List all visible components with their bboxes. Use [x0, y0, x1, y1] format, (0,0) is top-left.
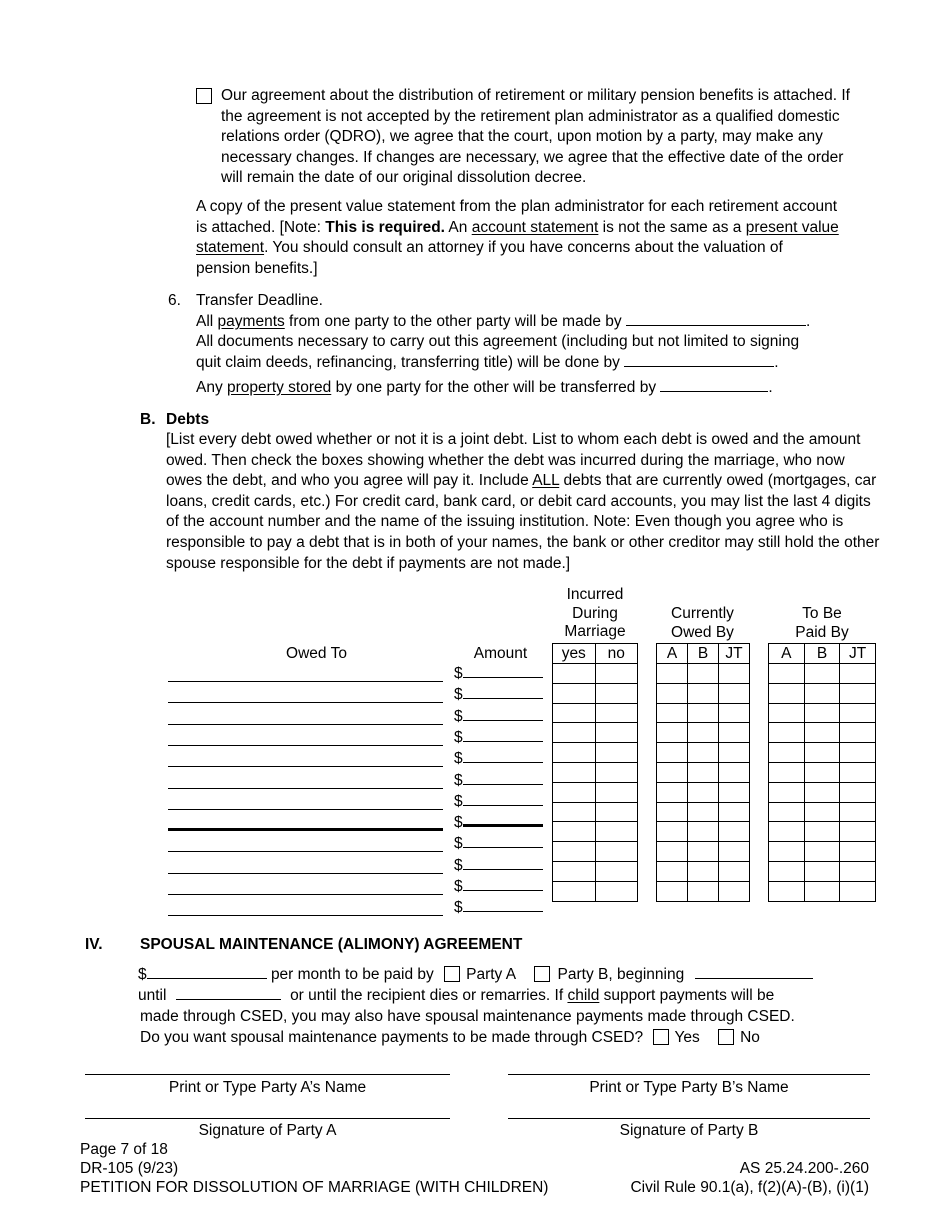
payments-term: payments: [217, 313, 285, 330]
grid-cell[interactable]: [688, 762, 719, 782]
party-a-label: Party A: [466, 966, 516, 983]
grid-cell[interactable]: [840, 881, 876, 901]
debts-instructions: [166, 430, 884, 574]
grid-cell[interactable]: [657, 881, 688, 901]
amount-field: [454, 834, 543, 855]
csed-no-checkbox[interactable]: [718, 1029, 734, 1045]
amount-field: [454, 898, 543, 919]
page-number: Page 7 of 18: [80, 1141, 168, 1158]
grid-row: [769, 664, 876, 684]
grid-cell[interactable]: [553, 782, 596, 802]
spousal-line-1: [138, 965, 813, 986]
grid-row: [553, 861, 638, 881]
grid-cell[interactable]: [688, 723, 719, 743]
grid-body: [553, 644, 638, 902]
party-a-checkbox[interactable]: [444, 966, 460, 982]
incurred-during-marriage-header: [552, 586, 638, 642]
statement-text: from one party to the other party will be made by: [284, 313, 622, 330]
debt-row: [168, 896, 558, 917]
currently-owed-by-grid: [656, 643, 750, 902]
period: .: [805, 313, 811, 330]
amount-input-line[interactable]: [463, 750, 543, 763]
grid-cell[interactable]: [769, 664, 805, 684]
grid-row: [769, 782, 876, 802]
present-value-statement-term: present value statement: [196, 218, 839, 257]
grid-cell[interactable]: [719, 842, 750, 862]
grid-cell[interactable]: [769, 683, 805, 703]
grid-row: [553, 703, 638, 723]
incurred-during-marriage-grid: [552, 643, 638, 902]
grid-cell[interactable]: [553, 842, 596, 862]
currency-symbol: $: [454, 857, 463, 875]
grid-cell[interactable]: [595, 723, 638, 743]
amount-field: [454, 877, 543, 898]
grid-cell[interactable]: [553, 664, 596, 684]
present-value-text: An: [444, 218, 472, 236]
grid-cell[interactable]: [840, 703, 876, 723]
footer-row: [80, 1159, 869, 1180]
grid-cell[interactable]: [840, 683, 876, 703]
grid-cell[interactable]: [769, 822, 805, 842]
grid-cell[interactable]: [719, 861, 750, 881]
grid-cell[interactable]: [804, 703, 840, 723]
owed-to-input-line[interactable]: [168, 681, 443, 682]
grid-cell[interactable]: [719, 664, 750, 684]
grid-row: [657, 881, 750, 901]
grid-row: [657, 703, 750, 723]
amount-field: [454, 771, 543, 792]
currency-symbol: $: [454, 750, 463, 768]
yes-column-header: yes: [553, 644, 596, 664]
grid-cell[interactable]: [840, 861, 876, 881]
grid-cell[interactable]: [840, 822, 876, 842]
grid-cell[interactable]: [657, 861, 688, 881]
payments-deadline-line: [196, 312, 810, 333]
grid-row: [657, 683, 750, 703]
grid-cell[interactable]: [769, 782, 805, 802]
grid-header-row: [657, 644, 750, 664]
amount-field: [454, 664, 543, 685]
grid-cell[interactable]: [804, 822, 840, 842]
debt-row: [168, 854, 558, 875]
amount-input-line[interactable]: [463, 899, 543, 912]
no-column-header: no: [595, 644, 638, 664]
grid-cell[interactable]: [769, 703, 805, 723]
header-line: During: [572, 604, 618, 622]
amount-input-line[interactable]: [463, 772, 543, 785]
header-line: To Be: [802, 605, 842, 622]
grid-cell[interactable]: [719, 881, 750, 901]
party-b-name-line[interactable]: [508, 1074, 870, 1075]
grid-cell[interactable]: [769, 802, 805, 822]
transfer-deadline-title: Transfer Deadline.: [196, 292, 323, 309]
party-b-signature-label: Signature of Party B: [619, 1122, 759, 1139]
currency-symbol: $: [454, 708, 463, 726]
owed-to-input-line[interactable]: [168, 788, 443, 789]
grid-cell[interactable]: [553, 822, 596, 842]
party-a-name-line[interactable]: [85, 1074, 450, 1075]
debt-row: [168, 662, 558, 683]
documents-deadline-line-1: All documents necessary to carry out this agreement (including but not limited to signing: [196, 333, 800, 350]
grid-cell[interactable]: [769, 881, 805, 901]
grid-cell[interactable]: [840, 802, 876, 822]
grid-cell[interactable]: [769, 861, 805, 881]
amount-input-line[interactable]: [463, 857, 543, 870]
debt-row: [168, 769, 558, 790]
grid-row: [553, 782, 638, 802]
owed-to-input-line[interactable]: [168, 702, 443, 703]
property-stored-blank[interactable]: [660, 379, 768, 392]
grid-cell[interactable]: [553, 861, 596, 881]
grid-cell[interactable]: [553, 802, 596, 822]
joint-column-header: JT: [840, 644, 876, 664]
grid-cell[interactable]: [804, 861, 840, 881]
period: .: [774, 354, 779, 371]
spousal-section-title: SPOUSAL MAINTENANCE (ALIMONY) AGREEMENT: [140, 936, 523, 953]
rule-reference: Civil Rule 90.1(a), f(2)(A)-(B), (i)(1): [630, 1179, 869, 1196]
form-number: DR-105 (9/23): [80, 1160, 179, 1177]
amount-field: [454, 685, 543, 706]
grid-row: [553, 842, 638, 862]
grid-cell[interactable]: [595, 762, 638, 782]
amount-input-line[interactable]: [463, 665, 543, 678]
grid-cell[interactable]: [688, 861, 719, 881]
joint-column-header: JT: [719, 644, 750, 664]
debt-row: [168, 747, 558, 768]
grid-row: [769, 802, 876, 822]
csed-yes-checkbox[interactable]: [653, 1029, 669, 1045]
grid-row: [769, 842, 876, 862]
owed-to-input-line[interactable]: [168, 809, 443, 810]
grid-cell[interactable]: [804, 743, 840, 763]
form-title: PETITION FOR DISSOLUTION OF MARRIAGE (WITH CHILDREN): [80, 1179, 549, 1196]
grid-row: [553, 743, 638, 763]
amount-input-line[interactable]: [463, 729, 543, 742]
grid-header-row: [769, 644, 876, 664]
grid-row: [553, 802, 638, 822]
owed-to-input-line[interactable]: [168, 766, 443, 767]
documents-deadline-line-2: [196, 353, 779, 374]
header-line: Currently: [671, 605, 734, 622]
grid-cell[interactable]: [657, 762, 688, 782]
grid-cell[interactable]: [688, 664, 719, 684]
grid-cell[interactable]: [804, 842, 840, 862]
present-value-text: is not the same as a: [598, 218, 746, 236]
amount-input-line[interactable]: [463, 686, 543, 699]
currency-symbol: $: [454, 814, 463, 832]
header-line: Incurred: [566, 586, 624, 603]
grid-row: [553, 822, 638, 842]
grid-row: [769, 703, 876, 723]
grid-cell[interactable]: [553, 881, 596, 901]
currency-symbol: $: [454, 772, 463, 790]
grid-row: [657, 822, 750, 842]
grid-cell[interactable]: [553, 723, 596, 743]
grid-cell[interactable]: [769, 842, 805, 862]
beginning-date-blank[interactable]: [695, 966, 813, 979]
statement-text: All: [196, 313, 218, 330]
grid-row: [769, 881, 876, 901]
grid-row: [657, 743, 750, 763]
grid-cell[interactable]: [595, 703, 638, 723]
owed-to-input-line[interactable]: [168, 828, 443, 831]
to-be-paid-by-grid: [768, 643, 876, 902]
party-a-name-label: Print or Type Party A’s Name: [168, 1079, 367, 1096]
grid-cell[interactable]: [657, 743, 688, 763]
child-term: child: [567, 987, 600, 1004]
grid-cell[interactable]: [804, 782, 840, 802]
grid-row: [769, 822, 876, 842]
amount-field: [454, 707, 543, 728]
party-b-checkbox[interactable]: [534, 966, 550, 982]
documents-deadline-blank[interactable]: [624, 354, 774, 367]
debts-instructions-text: debts that are currently owed (mortgages, car loans, credit cards, etc.) For credit card, bank card, or debit card accounts, you may list the last 4 digits of the account number and the name of the issuing institution. Note: Even though you agree who is responsible to pay a debt that is in both of your names, the bank or other creditor may still hold the other spouse responsible for the debt if payments are not made.]: [166, 472, 880, 572]
statement-text: or until the recipient dies or remarries. If: [290, 987, 568, 1004]
retirement-agreement-checkbox[interactable]: [196, 88, 212, 104]
grid-cell[interactable]: [595, 842, 638, 862]
amount-input-line[interactable]: [463, 878, 543, 891]
currency-symbol: $: [454, 793, 463, 811]
grid-cell[interactable]: [719, 683, 750, 703]
amount-input-line[interactable]: [463, 814, 543, 827]
grid-row: [769, 762, 876, 782]
amount-field: [454, 728, 543, 749]
grid-cell[interactable]: [553, 703, 596, 723]
amount-field: [454, 792, 543, 813]
retirement-agreement-text: Our agreement about the distribution of retirement or military pension benefits is attached. If the agreement is not accepted by the retirement plan administrator as a qualified domestic relations order (QDRO), we agree that the court, upon motion by a party, may make any necessary changes. If changes are necessary, we agree that the effective date of the order will remain the date of our original dissolution decree.: [221, 87, 850, 187]
grid-header-row: [553, 644, 638, 664]
retirement-agreement-item: [196, 86, 868, 189]
present-value-note: [196, 197, 841, 279]
debt-row: [168, 726, 558, 747]
grid-cell[interactable]: [804, 881, 840, 901]
grid-cell[interactable]: [688, 802, 719, 822]
header-line: Marriage: [564, 623, 626, 641]
header-line: Owed By: [671, 623, 734, 641]
grid-cell[interactable]: [804, 664, 840, 684]
grid-cell[interactable]: [595, 881, 638, 901]
present-value-text: A copy of the present value statement from the plan administrator for each retirement account is attached. [Note:: [196, 198, 838, 236]
debt-row: [168, 683, 558, 704]
grid-cell[interactable]: [719, 782, 750, 802]
party-a-signature-line[interactable]: [85, 1118, 450, 1119]
payments-deadline-blank[interactable]: [626, 313, 806, 326]
grid-cell[interactable]: [657, 822, 688, 842]
party-a-signature-label: Signature of Party A: [198, 1122, 337, 1139]
grid-row: [657, 802, 750, 822]
amount-input-line[interactable]: [463, 708, 543, 721]
section-numeral: IV.: [85, 936, 103, 953]
grid-row: [553, 723, 638, 743]
grid-cell[interactable]: [657, 683, 688, 703]
grid-cell[interactable]: [840, 723, 876, 743]
grid-cell[interactable]: [769, 723, 805, 743]
period: .: [768, 379, 773, 396]
debt-row: [168, 832, 558, 853]
debt-row: [168, 790, 558, 811]
yes-label: Yes: [674, 1029, 700, 1046]
grid-cell[interactable]: [657, 802, 688, 822]
statement-text: support payments will be: [599, 987, 775, 1004]
grid-cell[interactable]: [595, 664, 638, 684]
grid-cell[interactable]: [553, 743, 596, 763]
party-a-column-header: A: [769, 644, 805, 664]
property-stored-line: [196, 378, 773, 399]
grid-cell[interactable]: [553, 762, 596, 782]
grid-cell[interactable]: [769, 762, 805, 782]
grid-cell[interactable]: [719, 723, 750, 743]
grid-cell[interactable]: [840, 664, 876, 684]
grid-cell[interactable]: [595, 861, 638, 881]
csed-question: Do you want spousal maintenance payments to be made through CSED?: [140, 1029, 644, 1046]
owed-to-input-line[interactable]: [168, 724, 443, 725]
amount-column-header: Amount: [473, 645, 528, 662]
grid-row: [769, 743, 876, 763]
grid-cell[interactable]: [719, 703, 750, 723]
statement-text: quit claim deeds, refinancing, transferring title) will be done by: [196, 354, 620, 371]
grid-cell[interactable]: [840, 842, 876, 862]
grid-cell[interactable]: [688, 743, 719, 763]
grid-row: [657, 782, 750, 802]
grid-row: [553, 762, 638, 782]
section-letter: B.: [140, 411, 156, 428]
grid-cell[interactable]: [719, 802, 750, 822]
owed-to-input-line[interactable]: [168, 915, 443, 916]
grid-row: [657, 861, 750, 881]
grid-cell[interactable]: [657, 782, 688, 802]
grid-cell[interactable]: [769, 743, 805, 763]
grid-row: [553, 664, 638, 684]
currency-symbol: $: [454, 665, 463, 683]
currency-symbol: $: [454, 686, 463, 704]
property-stored-term: property stored: [227, 379, 332, 396]
present-value-text: . You should consult an attorney if you have concerns about the valuation of pension benefits.]: [196, 239, 783, 277]
amount-field: [454, 749, 543, 770]
owed-to-input-line[interactable]: [168, 873, 443, 874]
grid-row: [657, 762, 750, 782]
grid-cell[interactable]: [804, 762, 840, 782]
grid-cell[interactable]: [804, 723, 840, 743]
amount-field: [454, 856, 543, 877]
grid-row: [657, 723, 750, 743]
party-b-label: Party B, beginning: [557, 966, 685, 983]
currently-owed-by-header: [650, 605, 755, 642]
currency-symbol: $: [454, 729, 463, 747]
grid-row: [657, 842, 750, 862]
header-line: Paid By: [795, 623, 849, 641]
grid-row: [657, 664, 750, 684]
grid-cell[interactable]: [840, 743, 876, 763]
grid-row: [553, 881, 638, 901]
party-b-signature-line[interactable]: [508, 1118, 870, 1119]
debts-instructions-text: [List every debt owed whether or not it is a joint debt. List to whom each debt is owed and the amount owed. Then check the boxes showing whether the debt was incurred during the marriage, who now owes the debt, and who you agree will pay it. Include: [166, 431, 861, 490]
currency-symbol: $: [454, 899, 463, 917]
amount-field: [454, 813, 543, 834]
grid-cell[interactable]: [595, 822, 638, 842]
currency-symbol: $: [454, 878, 463, 896]
footer-row: [80, 1178, 869, 1199]
grid-cell[interactable]: [688, 782, 719, 802]
spousal-line-2: [138, 986, 774, 1007]
grid-row: [769, 861, 876, 881]
statement-text: Any: [196, 379, 228, 396]
to-be-paid-by-header: [768, 605, 876, 642]
grid-cell[interactable]: [688, 822, 719, 842]
grid-cell[interactable]: [657, 664, 688, 684]
debt-row: [168, 875, 558, 896]
party-a-column-header: A: [657, 644, 688, 664]
grid-cell[interactable]: [657, 723, 688, 743]
until-date-blank[interactable]: [176, 987, 281, 1000]
no-label: No: [740, 1029, 760, 1046]
party-b-column-header: B: [688, 644, 719, 664]
amount-input-line[interactable]: [463, 793, 543, 806]
grid-cell[interactable]: [719, 762, 750, 782]
statement-text: until: [138, 987, 167, 1004]
statement-text: by one party for the other will be transferred by: [331, 379, 657, 396]
party-b-name-label: Print or Type Party B’s Name: [589, 1079, 789, 1096]
statement-text: per month to be paid by: [270, 966, 434, 983]
grid-cell[interactable]: [595, 743, 638, 763]
grid-row: [769, 723, 876, 743]
grid-cell[interactable]: [688, 683, 719, 703]
grid-body: [769, 644, 876, 902]
account-statement-term: account statement: [471, 218, 599, 236]
grid-cell[interactable]: [595, 782, 638, 802]
spousal-line-3: made through CSED, you may also have spousal maintenance payments made through CSED.: [140, 1008, 795, 1025]
grid-body: [657, 644, 750, 902]
debt-row: [168, 811, 558, 832]
party-b-column-header: B: [804, 644, 840, 664]
statute-reference: AS 25.24.200-.260: [739, 1160, 869, 1177]
grid-cell[interactable]: [719, 822, 750, 842]
currency-symbol: $: [138, 966, 147, 983]
grid-cell[interactable]: [657, 842, 688, 862]
all-term: ALL: [532, 472, 560, 490]
item-number: 6.: [168, 292, 181, 309]
debt-row: [168, 705, 558, 726]
grid-row: [769, 683, 876, 703]
spousal-amount-blank[interactable]: [147, 966, 267, 979]
required-note: This is required.: [325, 218, 445, 236]
grid-cell[interactable]: [595, 802, 638, 822]
owed-to-column-header: Owed To: [286, 645, 347, 662]
grid-cell[interactable]: [688, 703, 719, 723]
debts-section-title: Debts: [166, 411, 210, 428]
owed-to-input-line[interactable]: [168, 894, 443, 895]
spousal-line-4: [140, 1028, 760, 1049]
owed-to-input-line[interactable]: [168, 745, 443, 746]
grid-cell[interactable]: [719, 743, 750, 763]
grid-cell[interactable]: [804, 683, 840, 703]
grid-cell[interactable]: [840, 782, 876, 802]
grid-cell[interactable]: [657, 703, 688, 723]
grid-cell[interactable]: [553, 683, 596, 703]
amount-input-line[interactable]: [463, 835, 543, 848]
grid-cell[interactable]: [688, 842, 719, 862]
currency-symbol: $: [454, 835, 463, 853]
grid-cell[interactable]: [688, 881, 719, 901]
owed-to-input-line[interactable]: [168, 851, 443, 852]
grid-cell[interactable]: [840, 762, 876, 782]
grid-row: [553, 683, 638, 703]
grid-cell[interactable]: [595, 683, 638, 703]
grid-cell[interactable]: [804, 802, 840, 822]
